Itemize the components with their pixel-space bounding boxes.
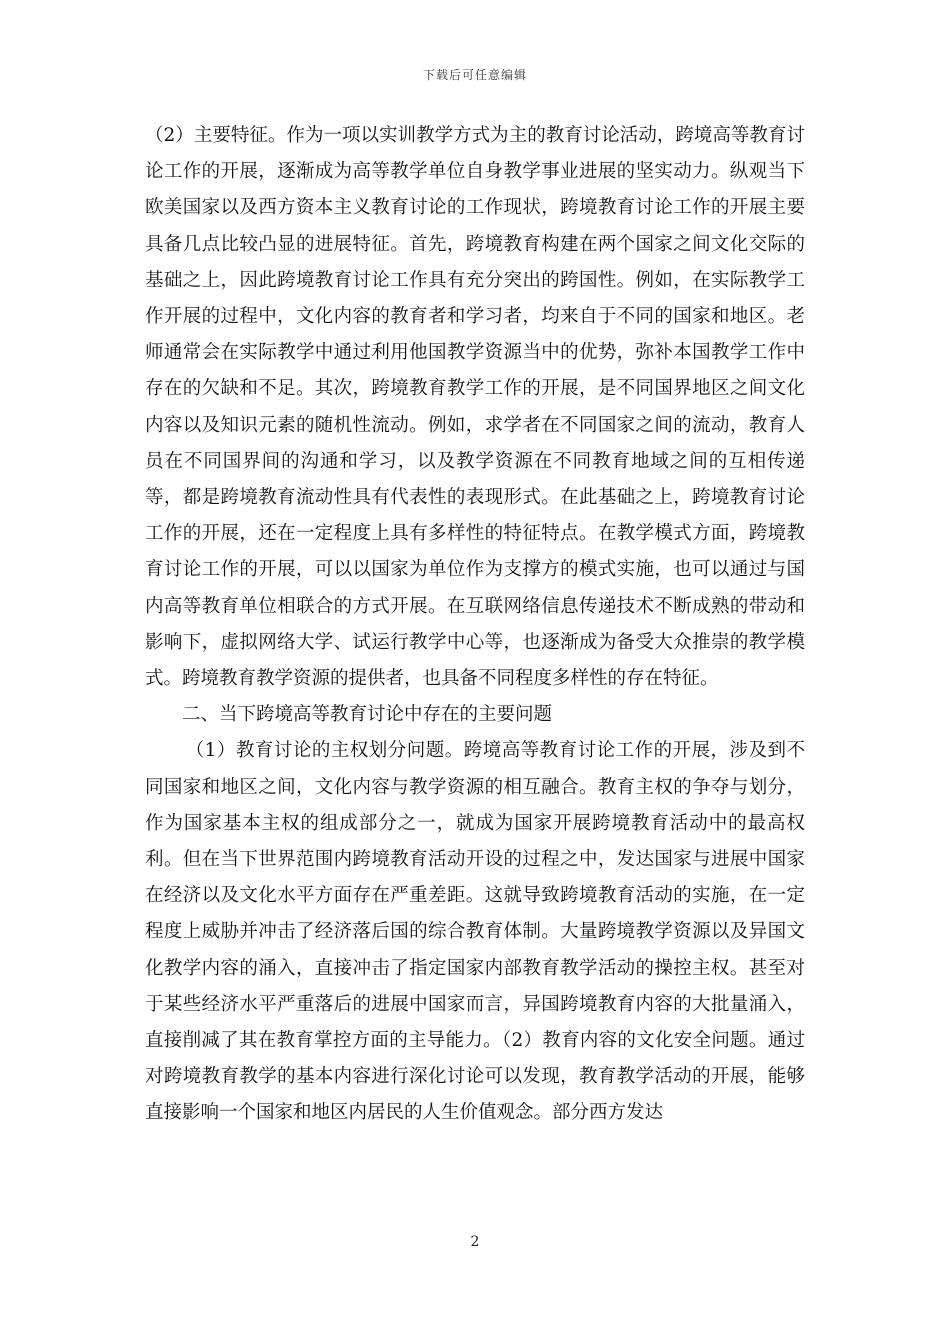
- section-heading: 二、当下跨境高等教育讨论中存在的主要问题: [182, 704, 553, 726]
- body-text: [145, 118, 805, 1132]
- paragraph-sovereignty-issue: （1）教育讨论的主权划分问题。跨境高等教育讨论工作的开展，涉及到不同国家和地区之间，文化内容与教学资源的相互融合。教育主权的争夺与划分，作为国家基本主权的组成部分之一，就成为国家开展跨境教育活动中的最高权利。但在当下世界范围内跨境教育活动开设的过程之中，发达国家与进展中国家在经济以及文化水平方面存在严重差距。这就导致跨境教育活动的实施，在一定程度上威胁并冲击了经济落后国的综合教育体制。大量跨境教学资源以及异国文化教学内容的涌入，直接冲击了指定国家内部教育教学活动的操控主权。甚至对于某些经济水平严重落后的进展中国家而言，异国跨境教育内容的大批量涌入，直接削减了其在教育掌控方面的主导能力。（2）教育内容的文化安全问题。通过对跨境教育教学的基本内容进行深化讨论可以发现，教育教学活动的开展，能够直接影响一个国家和地区内居民的人生价值观念。部分西方发达: [145, 740, 805, 1124]
- page-number: 2: [470, 1234, 480, 1250]
- paragraph-main-features: （2）主要特征。作为一项以实训教学方式为主的教育讨论活动，跨境高等教育讨论工作的开展，逐渐成为高等教学单位自身教学事业进展的坚实动力。纵观当下欧美国家以及西方资本主义教育讨论的工作现状，跨境教育讨论工作的开展主要具备几点比较凸显的进展特征。首先，跨境教育构建在两个国家之间文化交际的基础之上，因此跨境教育讨论工作具有充分突出的跨国性。例如，在实际教学工作开展的过程中，文化内容的教育者和学习者，均来自于不同的国家和地区。老师通常会在实际教学中通过利用他国教学资源当中的优势，弥补本国教学工作中存在的欠缺和不足。其次，跨境教育教学工作的开展，是不同国界地区之间文化内容以及知识元素的随机性流动。例如，求学者在不同国家之间的流动，教育人员在不同国界间的沟通和学习，以及教学资源在不同教育地域之间的互相传递等，都是跨境教育流动性具有代表性的表现形式。在此基础之上，跨境教育讨论工作的开展，还在一定程度上具有多样性的特征特点。在教学模式方面，跨境教育讨论工作的开展，可以以国家为单位作为支撑方的模式实施，也可以通过与国内高等教育单位相联合的方式开展。在互联网络信息传递技术不断成熟的带动和影响下，虚拟网络大学、试运行教学中心等，也逐渐成为备受大众推崇的教学模式。跨境教育教学资源的提供者，也具备不同程度多样性的存在特征。: [145, 125, 805, 690]
- page-header: 下载后可任意编辑: [422, 68, 527, 82]
